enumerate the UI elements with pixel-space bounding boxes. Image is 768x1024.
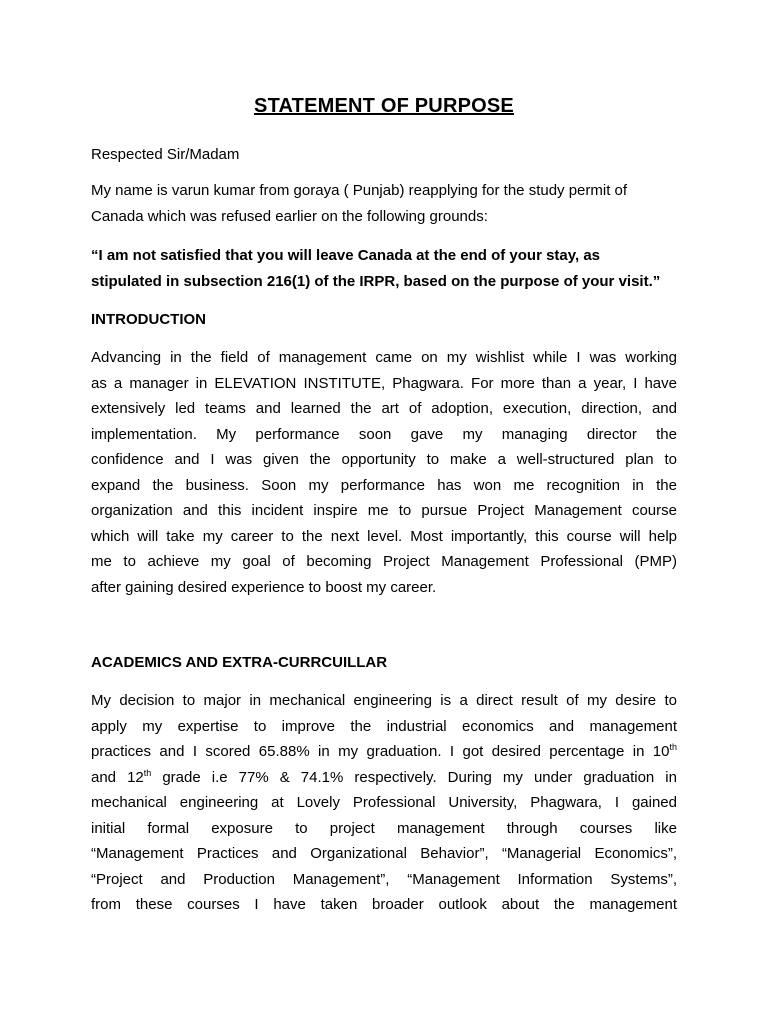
salutation	[91, 142, 677, 168]
text-line: me to achieve my goal of becoming Project Management Professional (PMP)	[91, 553, 677, 570]
text-line: organization and this incident inspire me to pursue Project Management course	[91, 502, 677, 519]
text-segment: practices and I scored 65.88% in my graduation. I got desired percentage in 10	[91, 743, 670, 760]
superscript: th	[669, 742, 677, 752]
section-heading: INTRODUCTION	[91, 311, 206, 328]
introduction-heading	[91, 307, 677, 333]
text-line: from these courses I have taken broader outlook about the management	[91, 896, 677, 913]
quote-line: stipulated in subsection 216(1) of the IRPR, based on the purpose of your visit.”	[91, 272, 661, 290]
text-line: “Project and Production Management”, “Management Information Systems”,	[91, 870, 677, 888]
introduction-paragraph	[91, 345, 677, 600]
text-line: “Management Practices and Organizational Behavior”, “Managerial Economics”,	[91, 845, 677, 862]
text-line: extensively led teams and learned the art of adoption, execution, direction, and	[91, 400, 677, 417]
text-line: My name is varun kumar from goraya ( Punjab) reapplying for the study permit of	[91, 182, 628, 199]
text-segment: and 12	[91, 768, 144, 786]
superscript: th	[143, 767, 152, 778]
text-line	[91, 765, 677, 791]
text-line: which will take my career to the next level. Most importantly, this course will help	[91, 527, 677, 545]
text-line: after gaining desired experience to boost my career.	[91, 578, 437, 596]
salutation-text: Respected Sir/Madam	[91, 146, 240, 163]
academics-heading	[91, 650, 677, 676]
text-line: Canada which was refused earlier on the following grounds:	[91, 207, 488, 225]
text-line: implementation. My performance soon gave my managing director the	[91, 425, 677, 443]
quote-line: “I am not satisfied that you will leave Canada at the end of your stay, as	[91, 247, 601, 264]
section-heading: ACADEMICS AND EXTRA-CURRCUILLAR	[91, 654, 388, 671]
text-line	[91, 739, 677, 765]
refusal-quote	[91, 243, 677, 294]
text-line: mechanical engineering at Lovely Professional University, Phagwara, I gained	[91, 794, 677, 811]
academics-paragraph	[91, 688, 677, 918]
text-line: expand the business. Soon my performance has won me recognition in the	[91, 476, 677, 494]
text-line: confidence and I was given the opportunity to make a well-structured plan to	[91, 451, 677, 468]
text-line: apply my expertise to improve the industrial economics and management	[91, 717, 677, 735]
text-line: Advancing in the field of management came on my wishlist while I was working	[91, 349, 677, 366]
document-title: STATEMENT OF PURPOSE	[254, 95, 514, 117]
text-line: as a manager in ELEVATION INSTITUTE, Phagwara. For more than a year, I have	[91, 374, 677, 392]
text-segment: grade i.e 77% & 74.1% respectively. During my under graduation in	[151, 768, 677, 786]
text-line: initial formal exposure to project management through courses like	[91, 819, 677, 837]
text-line: My decision to major in mechanical engineering is a direct result of my desire to	[91, 692, 677, 709]
intro-paragraph	[91, 178, 677, 229]
